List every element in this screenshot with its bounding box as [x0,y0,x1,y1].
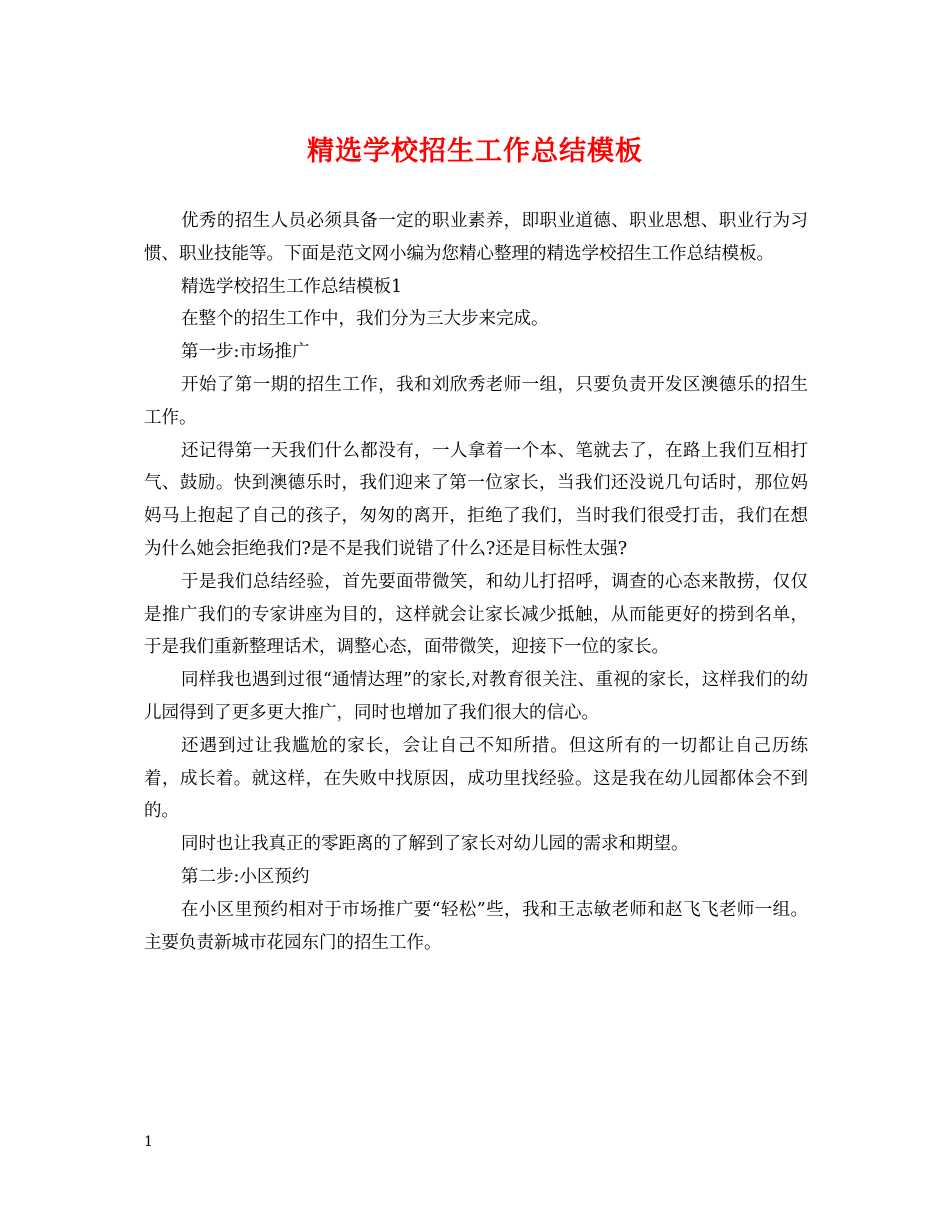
paragraph-section-heading: 精选学校招生工作总结模板1 [181,276,403,297]
paragraph: 开始了第一期的招生工作，我和刘欣秀老师一组，只要负责开发区澳德乐的招生工作。 [144,374,808,428]
paragraph: 还记得第一天我们什么都没有，一人拿着一个本、笔就去了，在路上我们互相打气、鼓励。快到澳德乐时，我们迎来了第一位家长，当我们还没说几句话时，那位妈妈马上抱起了自己的孩子，匆匆的离开，拒绝了我们，当时我们很受打击，我们在想为什么她会拒绝我们?是不是我们说错了什么?还是目标性太强? [144,440,808,559]
document-body [144,205,808,959]
paragraph: 同样我也遇到过很“通情达理”的家长,对教育很关注、重视的家长，这样我们的幼儿园得到了更多更大推广，同时也增加了我们很大的信心。 [144,670,808,723]
paragraph-step-two: 第二步:小区预约 [181,866,310,887]
paragraph: 还遇到过让我尴尬的家长，会让自己不知所措。但这所有的一切都让自己历练着，成长着。就这样，在失败中找原因，成功里找经验。这是我在幼儿园都体会不到的。 [144,735,808,822]
paragraph-intro: 优秀的招生人员必须具备一定的职业素养，即职业道德、职业思想、职业行为习惯、职业技能等。下面是范文网小编为您精心整理的精选学校招生工作总结模板。 [144,211,808,264]
document-title: 精选学校招生工作总结模板 [307,136,643,167]
paragraph: 在整个的招生工作中，我们分为三大步来完成。 [181,309,549,330]
paragraph: 同时也让我真正的零距离的了解到了家长对幼儿园的需求和期望。 [181,834,689,855]
paragraph-step-one: 第一步:市场推广 [181,342,310,363]
paragraph: 于是我们总结经验，首先要面带微笑，和幼儿打招呼，调查的心态来散捞，仅仅是推广我们的专家讲座为目的，这样就会让家长减少抵触，从而能更好的捞到名单，于是我们重新整理话术，调整心态，面带微笑，迎接下一位的家长。 [144,571,808,658]
paragraph: 在小区里预约相对于市场推广要“轻松”些，我和王志敏老师和赵飞飞老师一组。主要负责新城市花园东门的招生工作。 [144,899,808,953]
page-number: 1 [144,1134,153,1150]
